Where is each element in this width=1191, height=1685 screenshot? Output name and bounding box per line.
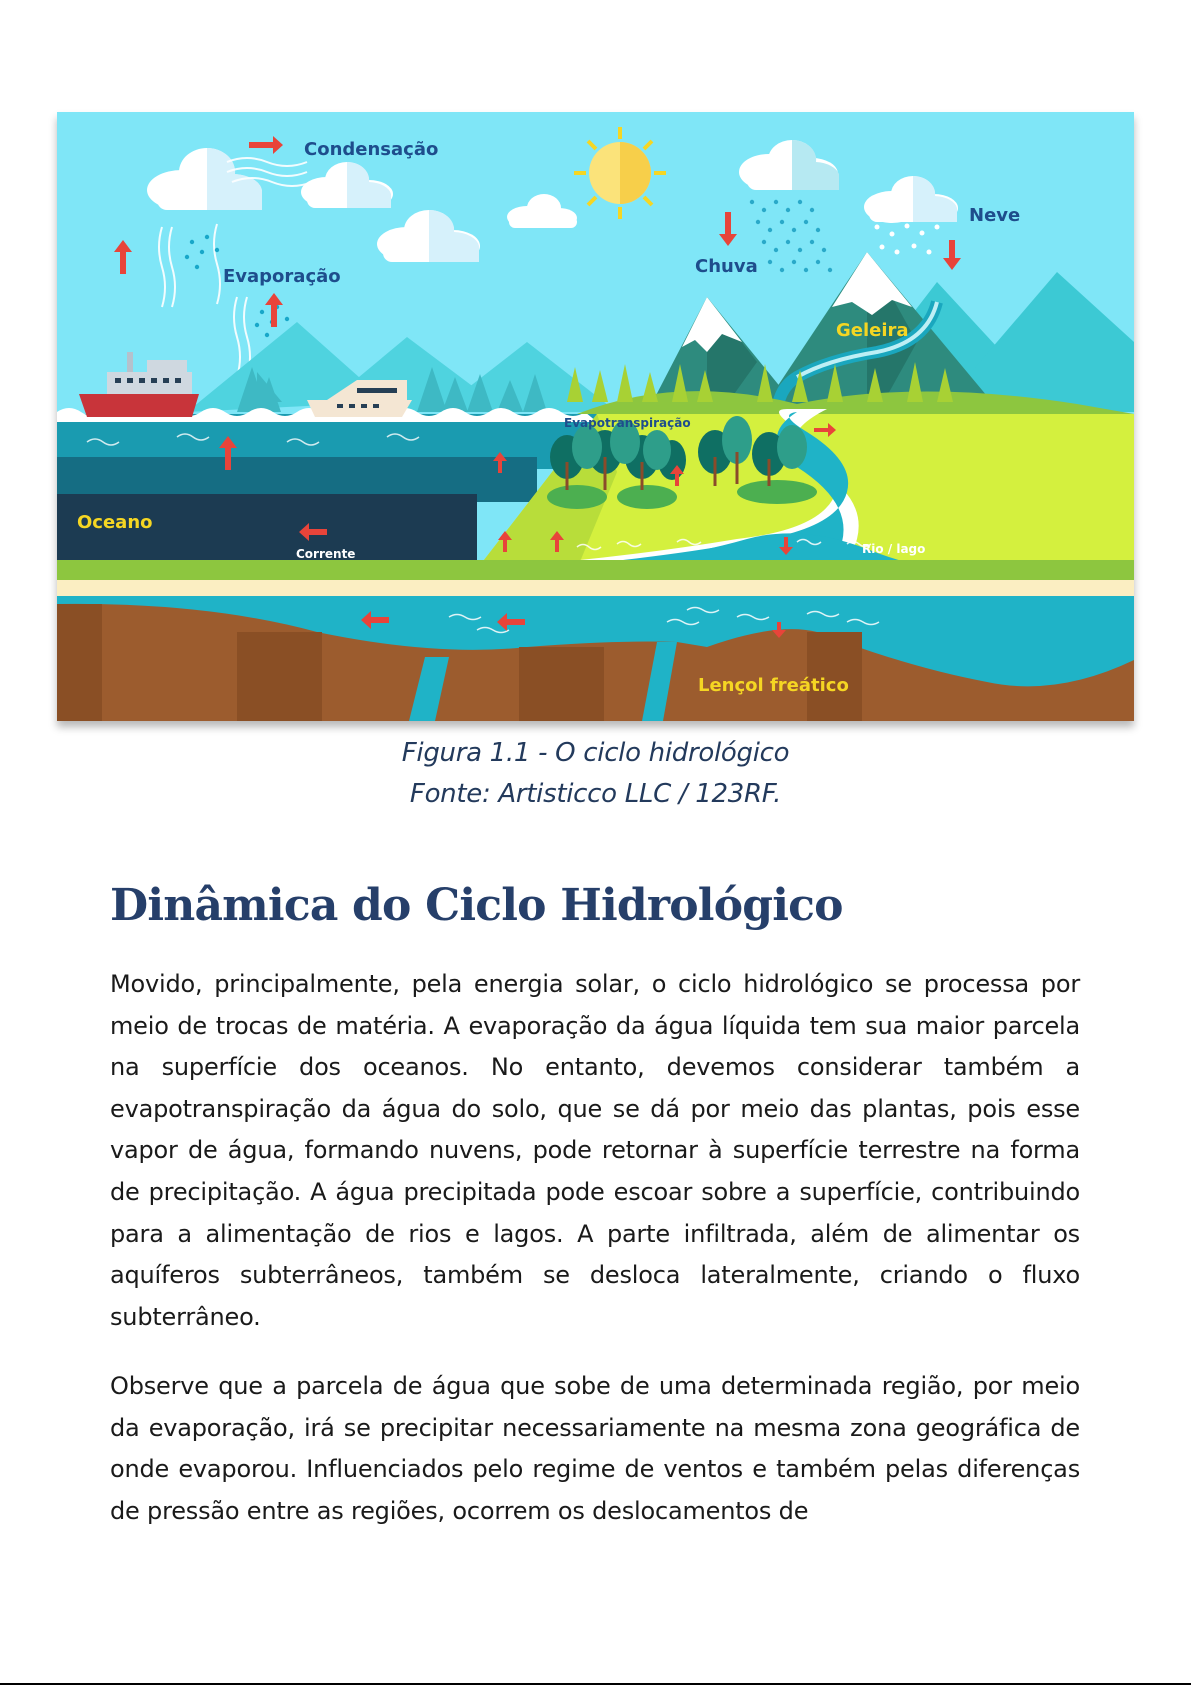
section-heading: Dinâmica do Ciclo Hidrológico bbox=[110, 880, 843, 931]
label-geleira: Geleira bbox=[836, 320, 909, 341]
label-neve: Neve bbox=[969, 205, 1021, 226]
label-rio-lago: Rio / lago bbox=[862, 542, 926, 556]
label-evaporacao: Evaporação bbox=[223, 266, 341, 287]
label-condensacao: Condensação bbox=[304, 139, 439, 160]
label-evapotranspiracao: Evapotranspiração bbox=[564, 416, 691, 430]
body-paragraph: Movido, principalmente, pela energia solar, o ciclo hidrológico se processa por meio de trocas de matéria. A evaporação da água líquida tem sua maior parcela na superfície dos oceanos. No entanto, devemos considerar também a evapotranspiração da água do solo, que se dá por meio das plantas, pois esse vapor de água, formando nuvens, pode retornar à superfície terrestre na forma de precipitação. A água precipitada pode escoar sobre a superfície, contribuindo para a alimentação de rios e lagos. A parte infiltrada, além de alimentar os aquíferos subterrâneos, também se desloca lateralmente, criando o fluxo subterrâneo. bbox=[110, 970, 1080, 1331]
water-cycle-illustration bbox=[57, 112, 1134, 721]
figure-caption-title: Figura 1.1 - O ciclo hidrológico bbox=[401, 738, 790, 768]
label-oceano: Oceano bbox=[77, 512, 153, 533]
label-corrente: Corrente bbox=[296, 547, 356, 561]
label-chuva: Chuva bbox=[695, 256, 758, 277]
figure-caption-source: Fonte: Artisticco LLC / 123RF. bbox=[409, 779, 782, 809]
body-paragraph: Observe que a parcela de água que sobe de uma determinada região, por meio da evaporação, irá se precipitar necessariamente na mesma zona geográfica de onde evaporou. Influenciados pelo regime de ventos e também pelas diferenças de pressão entre as regiões, ocorrem os deslocamentos de bbox=[110, 1372, 1080, 1525]
label-lencol-freatico: Lençol freático bbox=[698, 675, 849, 696]
